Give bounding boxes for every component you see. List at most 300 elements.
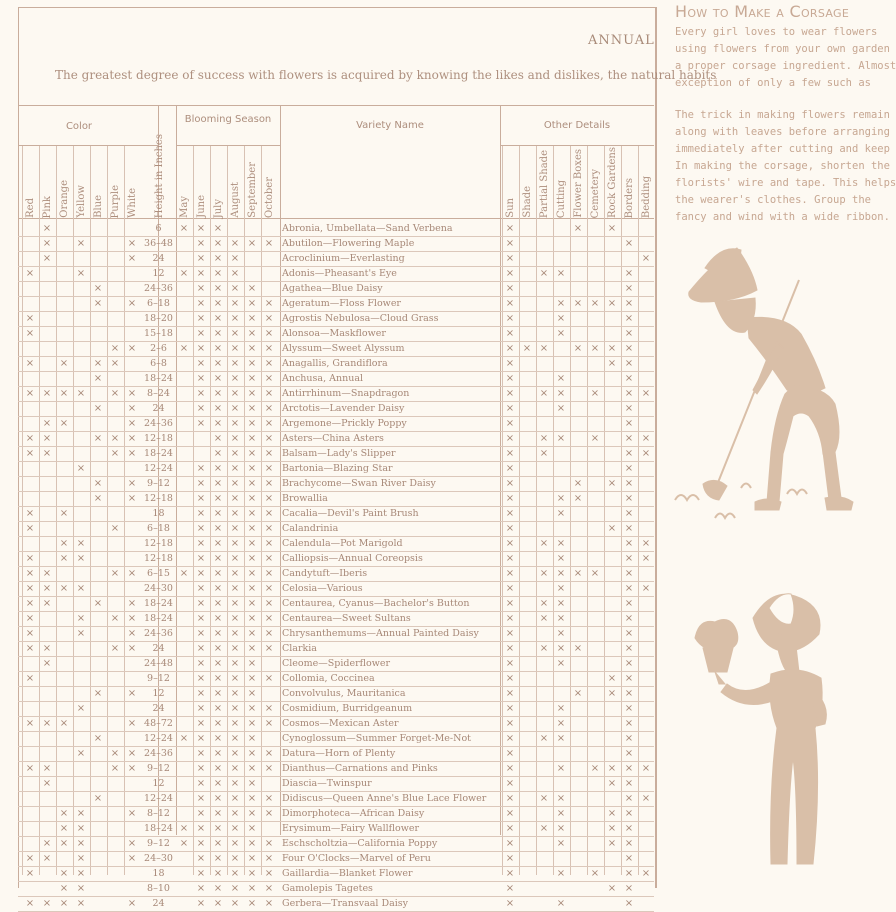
month-mark: ×	[247, 388, 257, 399]
variety-name: Cacalia—Devil's Paint Brush	[282, 508, 419, 519]
table-row	[18, 747, 654, 762]
month-mark: ×	[247, 808, 257, 819]
month-mark: ×	[247, 748, 257, 759]
month-mark: ×	[196, 568, 206, 579]
detail-mark: ×	[505, 643, 515, 654]
detail-mark: ×	[505, 838, 515, 849]
month-mark: ×	[196, 688, 206, 699]
detail-mark: ×	[573, 298, 583, 309]
month-mark: ×	[230, 523, 240, 534]
detail-mark: ×	[641, 388, 651, 399]
color-mark: ×	[25, 673, 35, 684]
color-mark: ×	[42, 598, 52, 609]
variety-name: Arctotis—Lavender Daisy	[282, 403, 405, 414]
month-mark: ×	[213, 598, 223, 609]
month-mark: ×	[196, 673, 206, 684]
color-mark: ×	[110, 448, 120, 459]
month-mark: ×	[247, 883, 257, 894]
month-mark: ×	[230, 403, 240, 414]
detail-header-bedding: Bedding	[641, 175, 652, 218]
color-mark: ×	[59, 418, 69, 429]
detail-mark: ×	[556, 643, 566, 654]
month-mark: ×	[247, 868, 257, 879]
color-mark: ×	[59, 583, 69, 594]
text-line: fancy and wind with a wide ribbon.	[675, 211, 890, 223]
detail-mark: ×	[539, 823, 549, 834]
height-value: 12–24	[144, 793, 173, 804]
month-mark: ×	[230, 238, 240, 249]
corsage-panel	[675, 0, 896, 864]
detail-mark: ×	[539, 613, 549, 624]
month-mark: ×	[247, 538, 257, 549]
table-row	[18, 462, 654, 477]
month-mark: ×	[196, 733, 206, 744]
month-mark: ×	[247, 448, 257, 459]
month-mark: ×	[230, 673, 240, 684]
detail-mark: ×	[556, 328, 566, 339]
detail-mark: ×	[590, 568, 600, 579]
detail-mark: ×	[505, 583, 515, 594]
month-mark: ×	[213, 748, 223, 759]
detail-mark: ×	[505, 568, 515, 579]
color-mark: ×	[76, 463, 86, 474]
color-mark: ×	[76, 553, 86, 564]
month-mark: ×	[230, 868, 240, 879]
table-row	[18, 777, 654, 792]
color-mark: ×	[127, 898, 137, 909]
detail-mark: ×	[624, 868, 634, 879]
month-mark: ×	[179, 223, 189, 234]
color-mark: ×	[59, 538, 69, 549]
detail-mark: ×	[624, 238, 634, 249]
month-mark: ×	[196, 358, 206, 369]
height-value: 12–18	[144, 553, 173, 564]
height-value: 12	[152, 778, 165, 789]
month-mark: ×	[213, 613, 223, 624]
variety-name: Argemone—Prickly Poppy	[282, 418, 407, 429]
detail-mark: ×	[539, 643, 549, 654]
detail-mark: ×	[573, 223, 583, 234]
color-mark: ×	[76, 808, 86, 819]
color-mark: ×	[93, 733, 103, 744]
table-row	[18, 597, 654, 612]
month-mark: ×	[264, 403, 274, 414]
month-mark: ×	[264, 808, 274, 819]
detail-mark: ×	[505, 718, 515, 729]
month-mark: ×	[196, 763, 206, 774]
month-mark: ×	[247, 508, 257, 519]
detail-mark: ×	[624, 703, 634, 714]
detail-mark: ×	[505, 748, 515, 759]
color-mark: ×	[25, 643, 35, 654]
height-value: 12	[152, 268, 165, 279]
month-mark: ×	[247, 838, 257, 849]
month-mark: ×	[196, 328, 206, 339]
month-mark: ×	[196, 223, 206, 234]
color-mark: ×	[25, 718, 35, 729]
month-mark: ×	[230, 358, 240, 369]
detail-mark: ×	[539, 598, 549, 609]
month-mark: ×	[213, 538, 223, 549]
detail-mark: ×	[505, 283, 515, 294]
detail-mark: ×	[505, 373, 515, 384]
detail-mark: ×	[505, 268, 515, 279]
detail-mark: ×	[556, 508, 566, 519]
month-mark: ×	[264, 853, 274, 864]
color-mark: ×	[42, 898, 52, 909]
detail-mark: ×	[556, 493, 566, 504]
detail-mark: ×	[505, 898, 515, 909]
color-mark: ×	[76, 823, 86, 834]
month-mark: ×	[196, 718, 206, 729]
color-mark: ×	[127, 613, 137, 624]
detail-mark: ×	[624, 688, 634, 699]
color-mark: ×	[93, 298, 103, 309]
color-mark: ×	[59, 718, 69, 729]
month-mark: ×	[230, 598, 240, 609]
detail-mark: ×	[505, 703, 515, 714]
month-mark: ×	[264, 838, 274, 849]
height-value: 6	[155, 223, 162, 234]
detail-mark: ×	[624, 298, 634, 309]
detail-mark: ×	[641, 763, 651, 774]
detail-mark: ×	[624, 328, 634, 339]
detail-mark: ×	[505, 508, 515, 519]
month-mark: ×	[230, 343, 240, 354]
month-mark: ×	[247, 403, 257, 414]
detail-mark: ×	[573, 643, 583, 654]
color-mark: ×	[25, 763, 35, 774]
month-mark: ×	[264, 463, 274, 474]
color-mark: ×	[76, 748, 86, 759]
height-value: 6–18	[147, 523, 170, 534]
month-mark: ×	[196, 598, 206, 609]
color-mark: ×	[25, 268, 35, 279]
table-row	[18, 612, 654, 627]
table-row	[18, 882, 654, 897]
variety-name: Eschscholtzia—California Poppy	[282, 838, 438, 849]
height-value: 24–36	[144, 628, 173, 639]
month-mark: ×	[247, 823, 257, 834]
detail-mark: ×	[624, 373, 634, 384]
height-value: 9–12	[147, 763, 170, 774]
detail-header-partial-shade: Partial Shade	[539, 149, 550, 218]
detail-mark: ×	[556, 598, 566, 609]
detail-mark: ×	[556, 703, 566, 714]
detail-mark: ×	[505, 793, 515, 804]
month-mark: ×	[213, 643, 223, 654]
color-mark: ×	[76, 703, 86, 714]
color-mark: ×	[42, 838, 52, 849]
color-mark: ×	[93, 433, 103, 444]
detail-mark: ×	[505, 673, 515, 684]
color-mark: ×	[93, 403, 103, 414]
color-mark: ×	[127, 568, 137, 579]
month-mark: ×	[213, 253, 223, 264]
month-mark: ×	[196, 418, 206, 429]
month-mark: ×	[196, 748, 206, 759]
color-mark: ×	[42, 778, 52, 789]
color-mark: ×	[25, 568, 35, 579]
month-mark: ×	[196, 838, 206, 849]
color-mark: ×	[76, 583, 86, 594]
month-mark: ×	[213, 583, 223, 594]
color-mark: ×	[93, 478, 103, 489]
table-row	[18, 447, 654, 462]
month-mark: ×	[196, 268, 206, 279]
month-mark: ×	[196, 283, 206, 294]
detail-mark: ×	[590, 868, 600, 879]
height-value: 9–12	[147, 673, 170, 684]
variety-name: Centaurea—Sweet Sultans	[282, 613, 411, 624]
text-line: In making the corsage, shorten the	[675, 160, 890, 172]
detail-mark: ×	[505, 538, 515, 549]
month-mark: ×	[264, 478, 274, 489]
month-mark: ×	[213, 448, 223, 459]
detail-mark: ×	[539, 433, 549, 444]
gardener-illustration	[675, 240, 864, 540]
height-value: 6–15	[147, 568, 170, 579]
month-mark: ×	[264, 628, 274, 639]
height-value: 18–24	[144, 448, 173, 459]
month-mark: ×	[179, 343, 189, 354]
month-mark: ×	[230, 793, 240, 804]
month-mark: ×	[230, 883, 240, 894]
detail-mark: ×	[505, 328, 515, 339]
detail-mark: ×	[624, 268, 634, 279]
height-value: 2–6	[150, 343, 167, 354]
table-row	[18, 792, 654, 807]
detail-mark: ×	[590, 388, 600, 399]
month-mark: ×	[247, 433, 257, 444]
month-mark: ×	[247, 733, 257, 744]
month-mark: ×	[213, 553, 223, 564]
detail-mark: ×	[607, 778, 617, 789]
month-mark: ×	[230, 373, 240, 384]
color-header-white: White	[127, 188, 138, 218]
detail-mark: ×	[607, 688, 617, 699]
detail-mark: ×	[624, 388, 634, 399]
month-mark: ×	[247, 493, 257, 504]
detail-mark: ×	[556, 298, 566, 309]
table-row	[18, 807, 654, 822]
month-mark: ×	[196, 883, 206, 894]
month-mark: ×	[179, 568, 189, 579]
table-row	[18, 732, 654, 747]
color-mark: ×	[25, 358, 35, 369]
detail-mark: ×	[505, 478, 515, 489]
detail-mark: ×	[505, 523, 515, 534]
month-mark: ×	[196, 703, 206, 714]
variety-name: Bartonia—Blazing Star	[282, 463, 393, 474]
table-row	[18, 312, 654, 327]
month-mark: ×	[230, 628, 240, 639]
detail-mark: ×	[624, 313, 634, 324]
month-mark: ×	[264, 898, 274, 909]
detail-mark: ×	[556, 388, 566, 399]
text-line: immediately after cutting and keep	[675, 143, 890, 155]
month-mark: ×	[264, 508, 274, 519]
month-mark: ×	[230, 643, 240, 654]
color-mark: ×	[42, 388, 52, 399]
color-mark: ×	[59, 508, 69, 519]
month-mark: ×	[264, 493, 274, 504]
height-value: 15–18	[144, 328, 173, 339]
color-mark: ×	[59, 808, 69, 819]
height-value: 12–18	[144, 538, 173, 549]
detail-mark: ×	[556, 373, 566, 384]
month-mark: ×	[230, 898, 240, 909]
month-mark: ×	[264, 763, 274, 774]
month-mark: ×	[213, 868, 223, 879]
detail-mark: ×	[641, 253, 651, 264]
table-row	[18, 852, 654, 867]
color-header-orange: Orange	[59, 180, 70, 218]
color-mark: ×	[25, 433, 35, 444]
table-row	[18, 237, 654, 252]
table-row	[18, 897, 654, 912]
variety-name: Browallia	[282, 493, 328, 504]
height-value: 24	[152, 253, 165, 264]
detail-header-cutting: Cutting	[556, 179, 567, 218]
blooming-season-header: Blooming Season	[184, 114, 272, 125]
detail-mark: ×	[624, 643, 634, 654]
detail-mark: ×	[607, 883, 617, 894]
height-value: 12	[152, 688, 165, 699]
detail-mark: ×	[505, 598, 515, 609]
detail-mark: ×	[607, 223, 617, 234]
detail-mark: ×	[624, 568, 634, 579]
detail-mark: ×	[607, 343, 617, 354]
detail-mark: ×	[505, 223, 515, 234]
month-mark: ×	[179, 268, 189, 279]
color-mark: ×	[110, 568, 120, 579]
color-mark: ×	[25, 508, 35, 519]
month-mark: ×	[247, 703, 257, 714]
month-mark: ×	[264, 643, 274, 654]
variety-name: Cosmidium, Burridgeanum	[282, 703, 413, 714]
detail-mark: ×	[624, 613, 634, 624]
month-mark: ×	[230, 388, 240, 399]
table-row	[18, 252, 654, 267]
color-mark: ×	[59, 823, 69, 834]
variety-name: Abutilon—Flowering Maple	[282, 238, 415, 249]
table-row	[18, 507, 654, 522]
month-header-october: October	[264, 177, 275, 218]
detail-mark: ×	[607, 523, 617, 534]
month-mark: ×	[264, 388, 274, 399]
text-line: a proper corsage ingredient. Almost	[675, 60, 896, 72]
month-mark: ×	[213, 703, 223, 714]
detail-mark: ×	[505, 808, 515, 819]
detail-mark: ×	[590, 343, 600, 354]
color-mark: ×	[127, 253, 137, 264]
month-mark: ×	[247, 523, 257, 534]
detail-mark: ×	[505, 298, 515, 309]
height-value: 24	[152, 403, 165, 414]
month-mark: ×	[230, 838, 240, 849]
detail-mark: ×	[505, 553, 515, 564]
month-mark: ×	[230, 568, 240, 579]
detail-mark: ×	[573, 568, 583, 579]
variety-name: Didiscus—Queen Anne's Blue Lace Flower	[282, 793, 487, 804]
variety-name: Chrysanthemums—Annual Painted Daisy	[282, 628, 479, 639]
height-value: 18–24	[144, 613, 173, 624]
variety-name: Ageratum—Floss Flower	[282, 298, 401, 309]
detail-mark: ×	[607, 478, 617, 489]
color-mark: ×	[76, 868, 86, 879]
variety-name: Convolvulus, Mauritanica	[282, 688, 406, 699]
month-mark: ×	[196, 553, 206, 564]
month-header-july: July	[213, 198, 224, 218]
table-row	[18, 357, 654, 372]
height-value: 48–72	[144, 718, 173, 729]
month-mark: ×	[179, 838, 189, 849]
detail-mark: ×	[539, 733, 549, 744]
color-mark: ×	[42, 718, 52, 729]
detail-mark: ×	[539, 568, 549, 579]
color-mark: ×	[25, 598, 35, 609]
color-mark: ×	[127, 748, 137, 759]
month-mark: ×	[196, 538, 206, 549]
month-mark: ×	[213, 328, 223, 339]
month-mark: ×	[247, 328, 257, 339]
detail-mark: ×	[505, 628, 515, 639]
detail-mark: ×	[505, 688, 515, 699]
detail-mark: ×	[556, 658, 566, 669]
variety-name-header: Variety Name	[356, 120, 424, 131]
color-mark: ×	[25, 553, 35, 564]
month-mark: ×	[230, 508, 240, 519]
month-mark: ×	[196, 778, 206, 789]
month-mark: ×	[264, 583, 274, 594]
table-row	[18, 267, 654, 282]
month-mark: ×	[230, 478, 240, 489]
color-mark: ×	[93, 688, 103, 699]
detail-mark: ×	[624, 463, 634, 474]
month-mark: ×	[264, 238, 274, 249]
month-mark: ×	[230, 283, 240, 294]
color-mark: ×	[127, 448, 137, 459]
detail-mark: ×	[505, 658, 515, 669]
detail-mark: ×	[556, 268, 566, 279]
table-row	[18, 582, 654, 597]
detail-mark: ×	[556, 628, 566, 639]
color-mark: ×	[42, 418, 52, 429]
color-mark: ×	[127, 718, 137, 729]
detail-mark: ×	[624, 778, 634, 789]
month-mark: ×	[230, 493, 240, 504]
other-details-header: Other Details	[543, 120, 611, 131]
month-mark: ×	[213, 793, 223, 804]
table-row	[18, 402, 654, 417]
color-mark: ×	[42, 763, 52, 774]
color-header-yellow: Yellow	[76, 185, 87, 218]
height-value: 18–24	[144, 823, 173, 834]
month-mark: ×	[264, 703, 274, 714]
table-row	[18, 552, 654, 567]
height-value: 36–48	[144, 238, 173, 249]
detail-mark: ×	[505, 823, 515, 834]
color-mark: ×	[76, 853, 86, 864]
detail-mark: ×	[573, 478, 583, 489]
color-mark: ×	[110, 343, 120, 354]
detail-mark: ×	[539, 268, 549, 279]
month-header-september: September	[247, 162, 258, 218]
color-mark: ×	[127, 418, 137, 429]
color-mark: ×	[127, 388, 137, 399]
detail-mark: ×	[556, 808, 566, 819]
